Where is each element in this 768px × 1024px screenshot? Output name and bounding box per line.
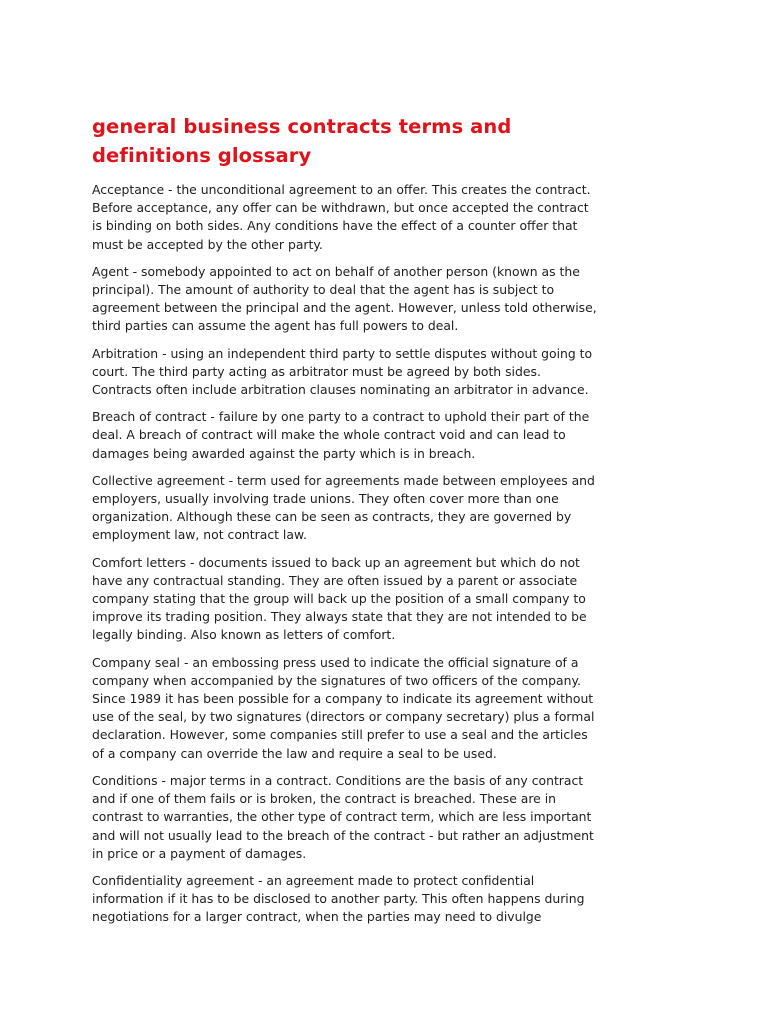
glossary-entry-acceptance: [92, 181, 692, 254]
entry-line: Conditions - major terms in a contract. Conditions are the basis of any contract: [92, 772, 584, 788]
entry-line: Before acceptance, any offer can be withdrawn, but once accepted the contract: [92, 200, 589, 216]
entry-line: third parties can assume the agent has full powers to deal.: [92, 318, 459, 334]
entry-line: and will not usually lead to the breach of the contract - but rather an adjustment: [92, 827, 594, 843]
glossary-entry-arbitration: [92, 345, 692, 400]
entry-line: improve its trading position. They always state that they are not intended to be: [92, 609, 587, 625]
entry-line: negotiations for a larger contract, when the parties may need to divulge: [92, 909, 542, 925]
entry-line: have any contractual standing. They are often issued by a parent or associate: [92, 572, 578, 588]
entry-line: in price or a payment of damages.: [92, 845, 307, 861]
entry-line: legally binding. Also known as letters of comfort.: [92, 627, 396, 643]
entry-line: court. The third party acting as arbitrator must be agreed by both sides.: [92, 363, 541, 379]
entry-line: agreement between the principal and the agent. However, unless told otherwise,: [92, 300, 597, 316]
entry-line: deal. A breach of contract will make the whole contract void and can lead to: [92, 427, 566, 443]
entry-line: must be accepted by the other party.: [92, 236, 323, 252]
entry-line: organization. Although these can be seen as contracts, they are governed by: [92, 509, 572, 525]
entry-line: of a company can override the law and require a seal to be used.: [92, 745, 497, 761]
glossary-entry-confidentiality-agreement: [92, 872, 692, 927]
entry-line: Company seal - an embossing press used to indicate the official signature of a: [92, 654, 579, 670]
entry-line: employers, usually involving trade unions. They often cover more than one: [92, 491, 559, 507]
glossary-entry-breach-of-contract: [92, 408, 692, 463]
glossary-entry-collective-agreement: [92, 472, 692, 545]
entry-line: Arbitration - using an independent third party to settle disputes without going to: [92, 345, 593, 361]
page-title: [92, 112, 692, 170]
entry-line: company when accompanied by the signatures of two officers of the company.: [92, 672, 581, 688]
entry-line: Agent - somebody appointed to act on behalf of another person (known as the: [92, 263, 580, 279]
title-line: definitions glossary: [92, 144, 312, 167]
entry-line: is binding on both sides. Any conditions have the effect of a counter offer that: [92, 218, 578, 234]
glossary-entries: [92, 181, 692, 927]
document-page: [92, 112, 692, 936]
glossary-entry-comfort-letters: [92, 554, 692, 645]
entry-line: declaration. However, some companies still prefer to use a seal and the articles: [92, 727, 588, 743]
entry-line: damages being awarded against the party which is in breach.: [92, 445, 476, 461]
title-line: general business contracts terms and: [92, 115, 512, 138]
entry-line: and if one of them fails or is broken, the contract is breached. These are in: [92, 791, 557, 807]
entry-line: employment law, not contract law.: [92, 527, 307, 543]
glossary-entry-company-seal: [92, 654, 692, 763]
entry-line: principal). The amount of authority to deal that the agent has is subject to: [92, 282, 555, 298]
entry-line: Contracts often include arbitration clauses nominating an arbitrator in advance.: [92, 382, 589, 398]
entry-line: Comfort letters - documents issued to back up an agreement but which do not: [92, 554, 580, 570]
entry-line: contrast to warranties, the other type of contract term, which are less important: [92, 809, 592, 825]
entry-line: Collective agreement - term used for agreements made between employees and: [92, 472, 595, 488]
entry-line: Since 1989 it has been possible for a company to indicate its agreement without: [92, 691, 594, 707]
entry-line: use of the seal, by two signatures (directors or company secretary) plus a formal: [92, 709, 595, 725]
glossary-entry-conditions: [92, 772, 692, 863]
entry-line: Acceptance - the unconditional agreement to an offer. This creates the contract.: [92, 182, 591, 197]
entry-line: Confidentiality agreement - an agreement made to protect confidential: [92, 872, 535, 888]
entry-line: information if it has to be disclosed to another party. This often happens during: [92, 891, 585, 907]
entry-line: Breach of contract - failure by one party to a contract to uphold their part of the: [92, 409, 590, 425]
glossary-entry-agent: [92, 263, 692, 336]
entry-line: company stating that the group will back up the position of a small company to: [92, 591, 586, 607]
